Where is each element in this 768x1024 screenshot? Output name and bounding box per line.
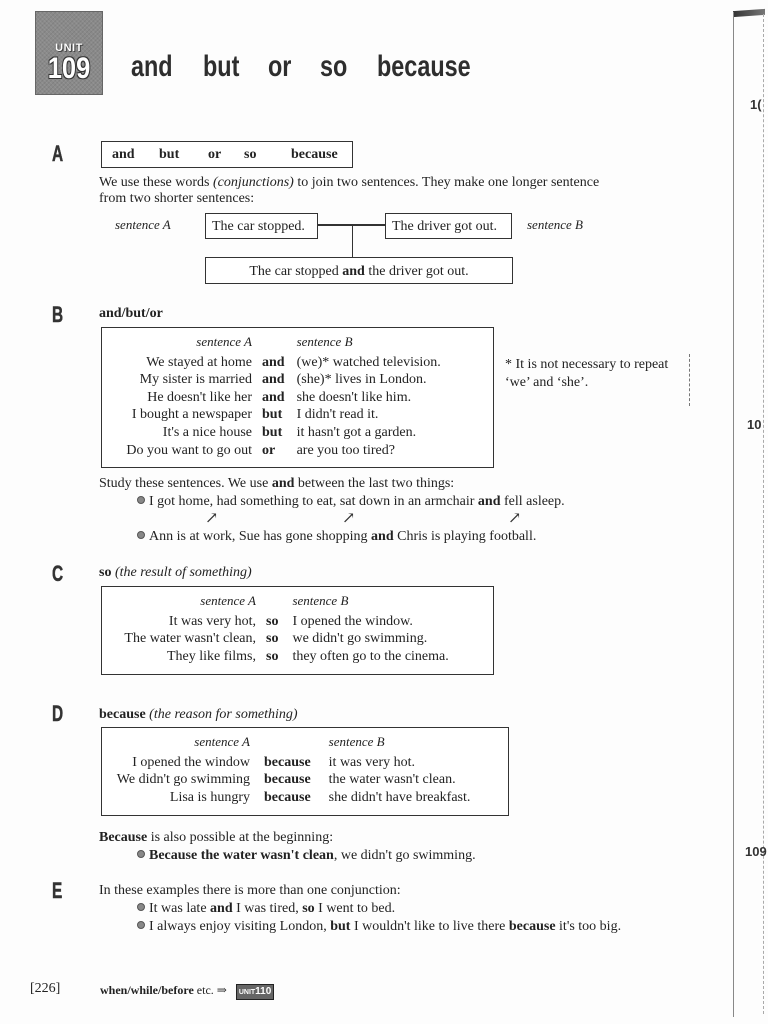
title-word: or — [268, 50, 292, 83]
section-letter-b: B — [52, 302, 64, 327]
conjunction-word: and — [112, 147, 135, 162]
arrow-up-right-icon: ↗ — [342, 510, 356, 527]
title-word: so — [320, 50, 348, 83]
so-table: sentence A sentence B It was very hot, so I opened the window. The water wasn't clean, so we didn't go swimming. They like films, so they often go to the cinema. — [112, 592, 449, 665]
bullet-icon — [137, 496, 145, 504]
because-table-box — [101, 727, 509, 816]
bullet-icon — [137, 850, 145, 858]
margin-mark — [689, 354, 690, 406]
table-row: Do you want to go out or are you too tired? — [126, 442, 395, 458]
unit-number: 109 — [47, 52, 91, 85]
page-edge-shadow — [733, 9, 765, 17]
table-row: Lisa is hungry because she didn't have breakfast. — [169, 789, 471, 805]
section-letter-c: C — [52, 561, 64, 586]
table-row: The water wasn't clean, so we didn't go swimming. — [124, 631, 428, 647]
section-b-heading: and/but/or — [99, 306, 163, 321]
section-a-intro-line2: from two shorter sentences: — [99, 191, 255, 206]
section-letter-a: A — [52, 141, 64, 166]
unit-badge — [35, 11, 103, 95]
example-bullet: Because the water wasn't clean, we didn't go swimming. — [137, 847, 476, 865]
bullet-icon — [137, 531, 145, 539]
example-bullet: It was late and I was tired, so I went to bed. — [137, 900, 395, 918]
footnote-line2: ‘we’ and ‘she’. — [505, 375, 589, 390]
page-number: [226] — [30, 981, 61, 996]
side-tab-number: 10 — [747, 417, 762, 432]
section-c-heading: so (the result of something) — [99, 565, 252, 580]
cross-reference[interactable]: when/while/before etc. ⇒ UNIT110 — [100, 983, 274, 1000]
because-table: sentence A sentence B I opened the window because it was very hot. We didn't go swimming because the water wasn't clean. Lisa is hungry because she didn't have breakfast. — [108, 733, 470, 806]
section-letter-e: E — [52, 878, 63, 903]
table-row: I opened the window because it was very hot. — [132, 754, 415, 770]
arrow-up-right-icon: ↗ — [205, 510, 219, 527]
unit-110-link[interactable]: UNIT110 — [236, 984, 274, 1000]
example-bullet: I always enjoy visiting London, but I wouldn't like to live there because it's too big. — [137, 918, 621, 936]
side-tab-number: 109 — [745, 844, 767, 859]
section-letter-d: D — [52, 701, 64, 726]
connector-line — [352, 225, 353, 257]
because-note: Because is also possible at the beginning: — [99, 830, 334, 845]
table-row: We stayed at home and (we)* watched television. — [146, 354, 441, 370]
arrow-up-right-icon: ↗ — [508, 510, 522, 527]
bullet-icon — [137, 903, 145, 911]
and-but-or-table-box — [101, 327, 494, 468]
unit-label: UNIT — [55, 42, 83, 54]
title-word: and — [131, 50, 173, 83]
so-table-box — [101, 586, 494, 675]
page-edge-line — [733, 12, 734, 1017]
conjunction-box — [101, 141, 353, 168]
conjunction-word: because — [291, 147, 338, 162]
table-row: They like films, so they often go to the cinema. — [166, 648, 449, 664]
bullet-icon — [137, 921, 145, 929]
conjunction-word: or — [208, 147, 222, 162]
section-a-intro: We use these words (conjunctions) to join two sentences. They make one longer sentence — [99, 175, 600, 190]
table-row: We didn't go swimming because the water wasn't clean. — [116, 772, 456, 788]
conjunction-word: but — [159, 147, 180, 162]
side-tab-number: 1( — [750, 97, 762, 112]
section-d-heading: because (the reason for something) — [99, 707, 298, 722]
sentence-b-box: The driver got out. — [385, 213, 512, 239]
title-word: because — [377, 50, 471, 83]
title-word: but — [203, 50, 240, 83]
and-but-or-table: sentence A sentence B We stayed at home and (we)* watched television. My sister is married and (she)* lives in London. He doesn't like her and she doesn't like him. I bought a newspaper but I didn't read it. It's a nice house but it hasn't got a garden. Do you want to go out or are you too tired? — [114, 333, 441, 459]
table-row: I bought a newspaper but I didn't read it. — [131, 407, 379, 423]
table-row: He doesn't like her and she doesn't like him. — [147, 389, 412, 405]
sentence-a-label: sentence A — [115, 217, 171, 232]
example-bullet: I got home, had something to eat, sat down in an armchair and fell asleep. — [137, 493, 565, 511]
footnote-line1: * It is not necessary to repeat — [505, 357, 669, 372]
study-note: Study these sentences. We use and between the last two things: — [99, 476, 455, 491]
example-bullet: Ann is at work, Sue has gone shopping and Chris is playing football. — [137, 528, 536, 546]
page-edge-dashed — [763, 14, 764, 1014]
conjunction-word: so — [244, 147, 257, 162]
combined-sentence-box: The car stopped and the driver got out. — [205, 257, 513, 284]
section-e-intro: In these examples there is more than one conjunction: — [99, 883, 401, 898]
table-row: It's a nice house but it hasn't got a garden. — [162, 424, 417, 440]
table-row: It was very hot, so I opened the window. — [168, 613, 413, 629]
sentence-a-box: The car stopped. — [205, 213, 318, 239]
sentence-b-label: sentence B — [527, 217, 583, 232]
table-row: My sister is married and (she)* lives in London. — [139, 372, 427, 388]
